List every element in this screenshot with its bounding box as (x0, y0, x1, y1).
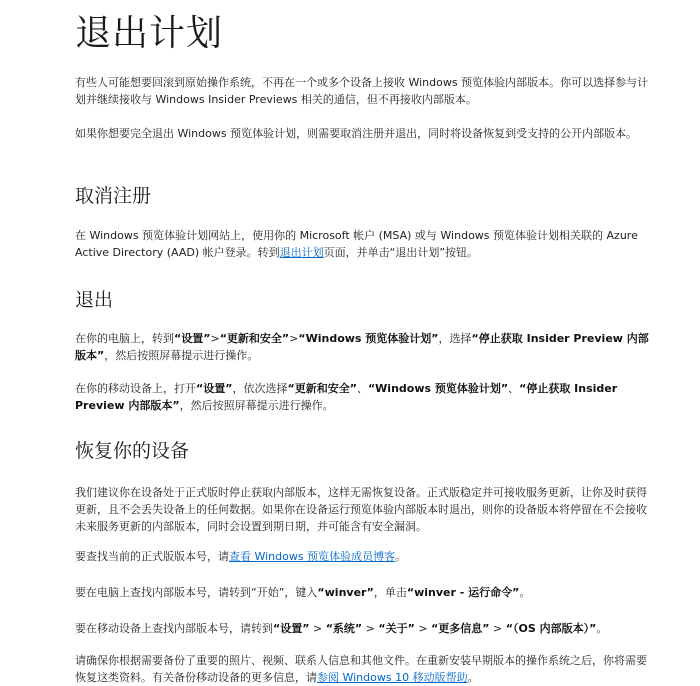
exit-pc-text-2: ，选择 (438, 332, 472, 345)
mobile-help-link[interactable]: 参阅 Windows 10 移动版帮助 (317, 671, 468, 684)
restore-p4-sep-1: > (309, 622, 326, 635)
exit-mobile-paragraph (75, 380, 655, 414)
restore-p4-text-1: 要在移动设备上查找内部版本号，请转到 (75, 622, 273, 635)
restore-p3-run-command: “winver - 运行命令” (406, 586, 520, 599)
restore-p4-more-info: “更多信息” (431, 622, 490, 635)
exit-mobile-text-1: 在你的移动设备上，打开 (75, 382, 196, 395)
restore-p4-sep-4: > (489, 622, 506, 635)
page-title: 退出计划 (75, 13, 224, 54)
unregister-text-before: 在 Windows 预览体验计划网站上，使用你的 Microsoft 帐户 (MSA) 或与 Windows 预览体验计划相关联的 Azure Active Directory (AAD) 帐户登录。转到 (75, 229, 638, 259)
exit-pc-insider-program: “Windows 预览体验计划” (298, 332, 439, 345)
exit-heading: 退出 (75, 289, 114, 311)
exit-mobile-sep-2: 、 (508, 382, 520, 395)
unregister-paragraph (75, 227, 655, 261)
restore-paragraph-5 (75, 652, 655, 686)
exit-program-link[interactable]: 退出计划 (279, 246, 324, 259)
restore-p4-text-2: 。 (596, 622, 608, 635)
restore-paragraph-4 (75, 620, 655, 637)
exit-pc-stop-builds: “停止获取 Insider Preview 内部版本” (75, 332, 649, 362)
exit-mobile-stop-builds: “停止获取 Insider Preview 内部版本” (75, 382, 618, 412)
exit-mobile-text-2: ，依次选择 (232, 382, 288, 395)
restore-paragraph-3 (75, 584, 655, 601)
intro-paragraph-1: 有些人可能想要回滚到原始操作系统，不再在一个或多个设备上接收 Windows 预览体验内部版本。你可以选择参与计划并继续接收与 Windows Insider Previews 相关的通信，但不再接收内部版本。 (75, 76, 649, 106)
restore-p4-system: “系统” (325, 622, 363, 635)
restore-p3-text-3: 。 (519, 586, 531, 599)
restore-p5-before: 请确保你根据需要备份了重要的照片、视频、联系人信息和其他文件。在重新安装早期版本的操作系统之后，你将需要恢复这类资料。有关备份移动设备的更多信息，请 (75, 654, 647, 684)
restore-p2-after: 。 (395, 550, 407, 563)
exit-pc-sep-2: > (289, 332, 299, 345)
restore-p2-before: 要查找当前的正式版版本号，请 (75, 550, 229, 563)
restore-p4-sep-3: > (414, 622, 432, 635)
exit-mobile-insider-program: “Windows 预览体验计划” (367, 382, 509, 395)
exit-mobile-sep-1: 、 (356, 382, 368, 395)
restore-p4-sep-2: > (362, 622, 379, 635)
restore-paragraph-2 (75, 548, 655, 565)
intro-paragraph-2: 如果你想要完全退出 Windows 预览体验计划，则需要取消注册并退出，同时将设备恢复到受支持的公开内部版本。 (75, 127, 638, 140)
exit-pc-text-3: ，然后按照屏幕提示进行操作。 (104, 349, 259, 362)
exit-pc-text-1: 在你的电脑上，转到 (75, 332, 174, 345)
exit-mobile-update-security: “更新和安全” (287, 382, 357, 395)
restore-p5-after: 。 (467, 671, 479, 684)
restore-p4-settings: “设置” (273, 622, 310, 635)
restore-p4-about: “关于” (378, 622, 415, 635)
restore-p4-os-build: “（OS 内部版本）” (505, 622, 597, 635)
exit-pc-update-security: “更新和安全” (219, 332, 290, 345)
restore-heading: 恢复你的设备 (75, 440, 190, 462)
unregister-text-after: 页面，并单击“退出计划”按钮。 (323, 246, 479, 259)
exit-mobile-settings: “设置” (196, 382, 233, 395)
exit-pc-sep-1: > (210, 332, 220, 345)
restore-paragraph-1: 我们建议你在设备处于正式版时停止获取内部版本，这样无需恢复设备。正式版稳定并可接收服务更新，让你及时获得更新，且不会丢失设备上的任何数据。如果你在设备运行预览体验内部版本时退出，则你的设备版本将停留在不会接收未来服务更新的内部版本，同时会设置到期日期，并可能含有安全漏洞。 (75, 486, 647, 533)
restore-p3-text-1: 要在电脑上查找内部版本号，请转到“开始”，键入 (75, 586, 318, 599)
insider-blog-link[interactable]: 查看 Windows 预览体验成员博客 (229, 550, 396, 563)
exit-pc-settings: “设置” (174, 332, 211, 345)
exit-mobile-text-3: ，然后按照屏幕提示进行操作。 (179, 399, 334, 412)
exit-pc-paragraph (75, 330, 655, 364)
restore-p3-winver: “winver” (317, 586, 374, 599)
unregister-heading: 取消注册 (75, 185, 152, 207)
restore-p3-text-2: ，单击 (373, 586, 407, 599)
